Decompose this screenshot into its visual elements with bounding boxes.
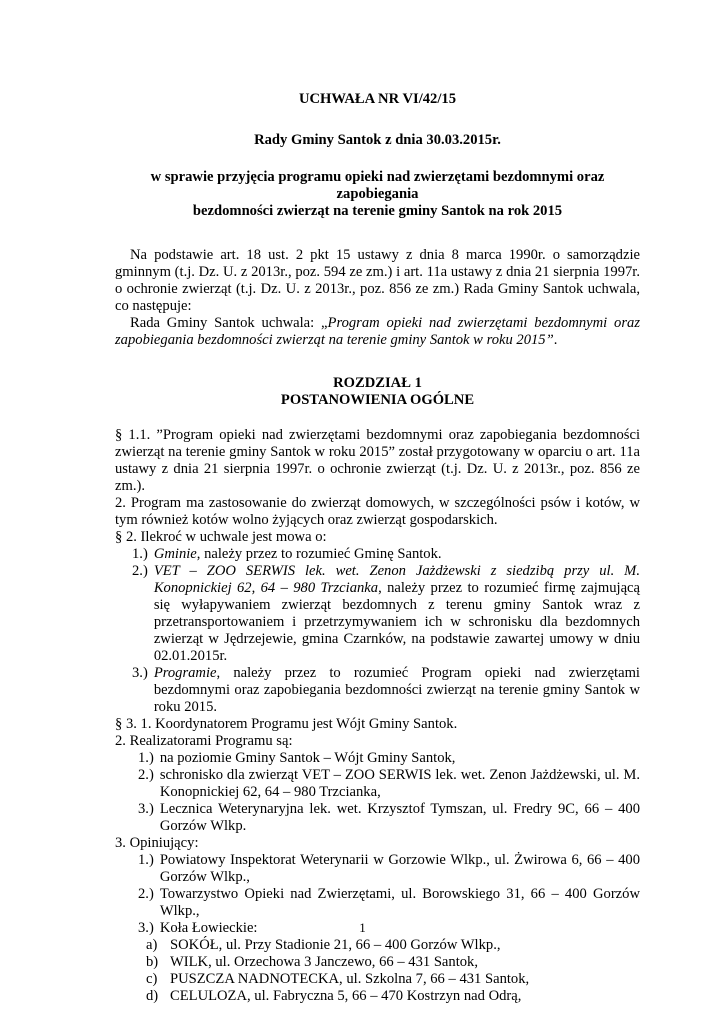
resolution-subject-line-1: w sprawie przyjęcia programu opieki nad zwierzętami bezdomnymi oraz zapobiegania: [150, 169, 605, 202]
chapter-name: POSTANOWIENIA OGÓLNE: [280, 392, 475, 408]
list-item-number: 2.): [132, 563, 148, 579]
list-item-text: Powiatowy Inspektorat Weterynarii w Gorzowie Wlkp., ul. Żwirowa 6, 66 – 400 Gorzów Wlkp.,: [159, 852, 640, 885]
list-item-number: 3.): [138, 801, 154, 817]
list-item-text: WILK, ul. Orzechowa 3 Janczewo, 66 – 431 Santok,: [170, 954, 479, 970]
list-item-letter: c): [146, 971, 158, 987]
intro-resolution-paragraph: [115, 315, 640, 349]
list-item-number: 2.): [138, 767, 154, 783]
definition-text: , należy przez to rozumieć firmę zajmującą się wyłapywaniem zwierząt bezdomnych z terenu gminy Santok wraz z przetransportowaniem i przetrzymywaniem ich w schronisku dla bezdomnych zwierząt w Jędrzejewie, gmina Czarnków, na podstawie zawartej umowy w dniu 02.01.2015r.: [153, 580, 640, 664]
list-item-text: Lecznica Weterynaryjna lek. wet. Krzysztof Tymszan, ul. Fredry 9C, 66 – 400 Gorzów Wlkp.: [159, 801, 640, 834]
list-item: [115, 886, 640, 920]
list-item: [115, 546, 640, 563]
list-item-number: 2.): [138, 886, 154, 902]
list-item: [115, 937, 640, 954]
list-item: [115, 852, 640, 886]
section-3-3: 3. Opiniujący:: [115, 835, 199, 851]
list-item-text: PUSZCZA NADNOTECKA, ul. Szkolna 7, 66 – 431 Santok,: [170, 971, 530, 987]
resolution-subtitle: Rady Gminy Santok z dnia 30.03.2015r.: [254, 132, 501, 148]
definition-text: , należy przez to rozumieć Program opieki nad zwierzętami bezdomnymi oraz zapobiegania bezdomności zwierząt na terenie gminy Santok w roku 2015.: [153, 665, 640, 715]
list-item-text: [154, 563, 640, 665]
list-item: [115, 665, 640, 716]
resolution-subject-line-2: bezdomności zwierząt na terenie gminy Santok na rok 2015: [192, 203, 563, 219]
resolution-title: UCHWAŁA NR VI/42/15: [298, 91, 457, 107]
defined-term: Gminie: [153, 546, 197, 562]
list-item-text: Koła Łowieckie:: [159, 920, 258, 936]
intro-paragraph: Na podstawie art. 18 ust. 2 pkt 15 ustawy z dnia 8 marca 1990r. o samorządzie gminnym (t.j. Dz. U. z 2013r., poz. 594 ze zm.) i art. 11a ustawy z dnia 21 sierpnia 1997r. o ochronie zwierząt (t.j. Dz. U. z 2013r., poz. 856 ze zm.) Rada Gminy Santok uchwala, co następuje:: [115, 247, 640, 314]
list-item-letter: a): [146, 937, 158, 953]
list-item-number: 3.): [138, 920, 154, 936]
chapter-title: ROZDZIAŁ 1: [333, 375, 422, 391]
list-item-number: 1.): [132, 546, 148, 562]
list-item-text: schronisko dla zwierząt VET – ZOO SERWIS lek. wet. Zenon Jażdżewski, ul. M. Konopnickiej 62, 64 – 980 Trzcianka,: [159, 767, 640, 800]
section-3-1: § 3. 1. Koordynatorem Programu jest Wójt Gminy Santok.: [115, 716, 458, 732]
section-1-2: 2. Program ma zastosowanie do zwierząt domowych, w szczególności psów i kotów, w tym również kotów wolno żyjących oraz zwierząt gospodarskich.: [115, 495, 640, 528]
list-item: [115, 767, 640, 801]
list-item: [115, 971, 640, 988]
definition-text: , należy przez to rozumieć Gminę Santok.: [196, 546, 442, 562]
section-2: § 2. Ilekroć w uchwale jest mowa o:: [115, 529, 327, 545]
list-item-text: na poziomie Gminy Santok – Wójt Gminy Santok,: [159, 750, 456, 766]
intro-end: .: [553, 332, 558, 348]
section-1-1: § 1.1. ”Program opieki nad zwierzętami bezdomnymi oraz zapobiegania bezdomności zwierząt na terenie gminy Santok w roku 2015” został przygotowany w oparciu o art. 11a ustawy z dnia 21 sierpnia 1997r. o ochronie zwierząt (t.j. Dz. U. z 2013r., poz. 856 ze zm.).: [115, 427, 640, 494]
program-name: Program opieki nad zwierzętami bezdomnymi oraz zapobiegania bezdomności zwierząt na terenie gminy Santok w roku 2015”: [115, 315, 641, 348]
defined-term: VET – ZOO SERWIS lek. wet. Zenon Jażdżewski z siedzibą przy ul. M. Konopnickiej 62, 64 – 980 Trzcianka: [153, 563, 640, 596]
list-item-number: 1.): [138, 750, 154, 766]
list-item-letter: b): [146, 954, 159, 970]
list-item: [115, 801, 640, 835]
intro-lead: Rada Gminy Santok uchwala: „: [130, 315, 328, 331]
list-item-text: SOKÓŁ, ul. Przy Stadionie 21, 66 – 400 Gorzów Wlkp.,: [170, 937, 501, 953]
list-item-letter: d): [146, 988, 159, 1004]
list-item-text: [154, 546, 640, 563]
list-item-number: 3.): [132, 665, 148, 681]
section-3-2: 2. Realizatorami Programu są:: [115, 733, 293, 749]
list-item-text: [154, 665, 640, 716]
list-item-text: Towarzystwo Opieki nad Zwierzętami, ul. Borowskiego 31, 66 – 400 Gorzów Wlkp.,: [159, 886, 640, 919]
list-item: [115, 954, 640, 971]
list-item: [115, 988, 640, 1005]
list-item: [115, 563, 640, 665]
defined-term: Programie: [153, 665, 217, 681]
list-item: [115, 750, 640, 767]
page-number: 1: [359, 920, 366, 935]
list-item-text: CELULOZA, ul. Fabryczna 5, 66 – 470 Kostrzyn nad Odrą,: [170, 988, 522, 1004]
list-item-number: 1.): [138, 852, 154, 868]
